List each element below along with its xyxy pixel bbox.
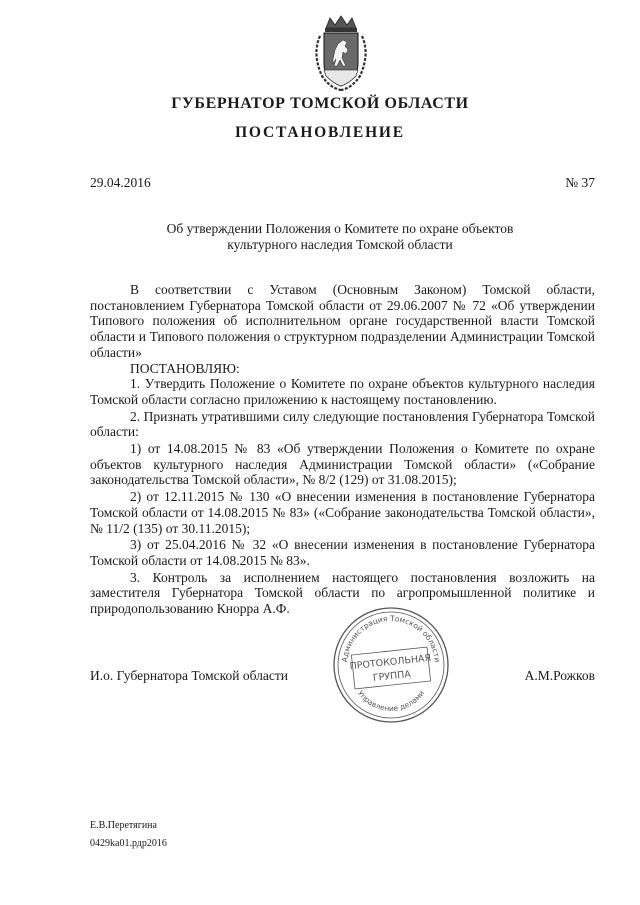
signatory-position: И.о. Губернатора Томской области — [90, 668, 288, 683]
document-subject — [140, 221, 540, 253]
document-type: ПОСТАНОВЛЕНИЕ — [235, 124, 405, 141]
item-3: 3. Контроль за исполнением настоящего постановления возложить на заместителя Губернатора Томской области по агропромышленной политике и природопользованию Кнорра А.Ф. — [90, 569, 595, 617]
stamp-center-line2: ГРУППА — [372, 668, 412, 684]
subject-line: культурного наследия Томской области — [227, 237, 453, 252]
footer-file: 0429ka01.рдр2016 — [90, 838, 167, 849]
resolve-word: ПОСТАНОВЛЯЮ: — [130, 360, 240, 376]
issuer-title: ГУБЕРНАТОР ТОМСКОЙ ОБЛАСТИ — [171, 95, 469, 112]
signatory-name: А.М.Рожков — [524, 668, 595, 683]
stamp-ring-top: Администрация Томской области — [340, 613, 442, 663]
footer-author: Е.В.Перетягина — [90, 820, 157, 831]
preamble-paragraph: В соответствии с Уставом (Основным Законом) Томской области, постановлением Губернатора Томской области от 29.06.2007 № 72 «Об утверждении Типового положения об исполнительном органе государственной власти Томской области и Типового положения о структурном подразделении Администрации Томской области» — [90, 282, 595, 360]
item-2-2: 2) от 12.11.2015 № 130 «О внесении изменения в постановление Губернатора Томской области от 14.08.2015 № 83» («Собрание законодательства Томской области», № 11/2 (135) от 30.11.2015); — [90, 489, 595, 536]
stamp-ring-bottom: Управление делами — [355, 688, 427, 714]
stamp-center-line1: ПРОТОКОЛЬНАЯ — [349, 652, 432, 673]
subject-line: Об утверждении Положения о Комитете по охране объектов — [166, 221, 514, 236]
protocol-group-stamp — [331, 605, 451, 725]
coat-of-arms-emblem — [308, 14, 374, 92]
item-2-3: 3) от 25.04.2016 № 32 «О внесении изменения в постановление Губернатора Томской области от 14.08.2015 № 83». — [90, 537, 595, 568]
document-date: 29.04.2016 — [90, 175, 151, 190]
item-2-1: 1) от 14.08.2015 № 83 «Об утверждении Положения о Комитете по охране объектов культурного наследия Администрации Томской области» («Собрание законодательства Томской области», № 8/2 (129) от 31.08.2015); — [90, 441, 595, 488]
document-number: № 37 — [565, 175, 595, 190]
item-2: 2. Признать утратившими силу следующие постановления Губернатора Томской области: — [90, 408, 595, 440]
document-body — [90, 282, 595, 617]
item-1: 1. Утвердить Положение о Комитете по охране объектов культурного наследия Томской области согласно приложению к настоящему постановлению. — [90, 376, 595, 407]
